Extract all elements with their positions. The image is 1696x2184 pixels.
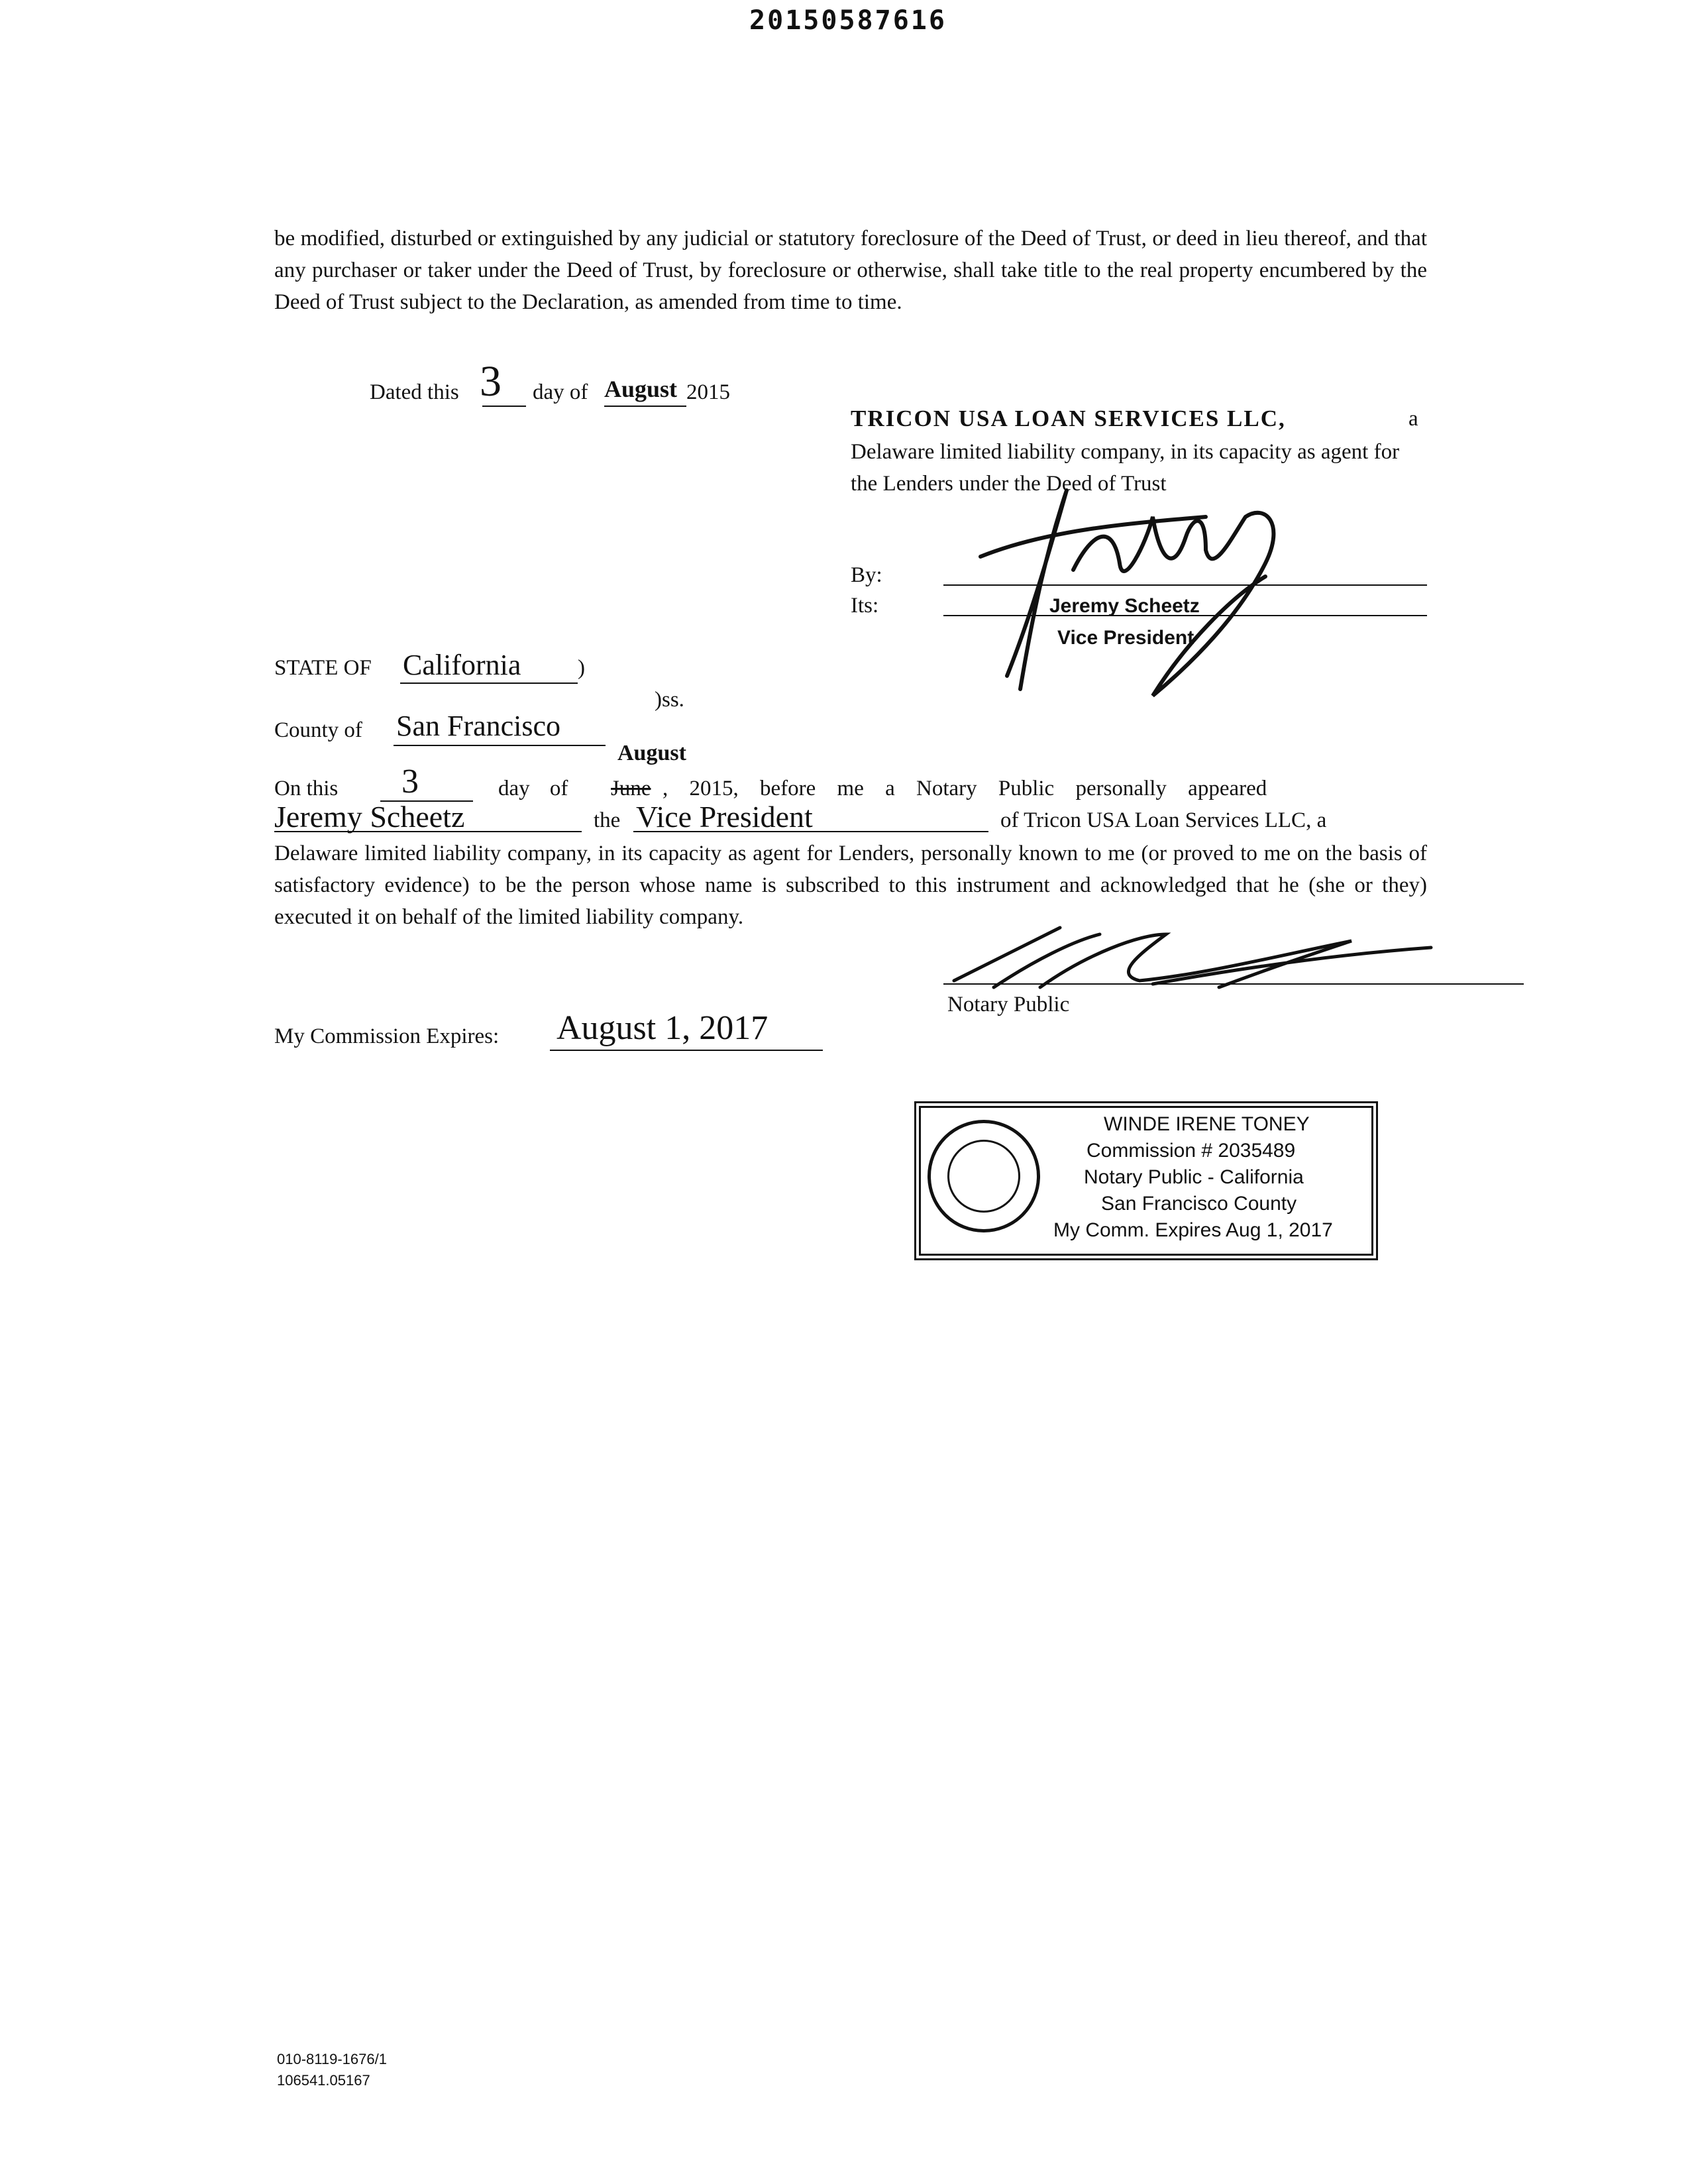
signatory-company: TRICON USA LOAN SERVICES LLC, bbox=[851, 406, 1286, 431]
dated-month-line bbox=[604, 406, 686, 407]
dated-prefix: Dated this bbox=[370, 380, 459, 404]
county-label: County of bbox=[274, 718, 362, 742]
county-value: San Francisco bbox=[396, 710, 561, 742]
footer-ref-2: 106541.05167 bbox=[277, 2072, 370, 2089]
notary-label: Notary Public bbox=[947, 993, 1070, 1016]
signer-name-stamp: Jeremy Scheetz bbox=[1049, 595, 1200, 617]
ack-year-text: , 2015, before me a Notary Public personally appeared bbox=[662, 777, 1267, 800]
state-seal-inner bbox=[947, 1140, 1020, 1213]
commission-label: My Commission Expires: bbox=[274, 1024, 500, 1048]
signer-signature bbox=[954, 477, 1312, 702]
document-number: 20150587616 bbox=[749, 5, 947, 36]
ack-day: 3 bbox=[401, 763, 419, 800]
stamp-expires: My Comm. Expires Aug 1, 2017 bbox=[1053, 1219, 1333, 1241]
state-close: ) bbox=[578, 656, 585, 680]
state-label: STATE OF bbox=[274, 656, 372, 680]
stamp-state: Notary Public - California bbox=[1084, 1166, 1304, 1188]
its-label: Its: bbox=[851, 594, 879, 618]
ack-person-name: Jeremy Scheetz bbox=[274, 800, 465, 834]
state-line bbox=[400, 682, 578, 684]
notary-signature bbox=[941, 914, 1444, 994]
ss-marker: )ss. bbox=[655, 688, 684, 712]
ack-person-title: Vice President bbox=[636, 800, 813, 834]
signer-title-stamp: Vice President bbox=[1057, 627, 1194, 649]
dated-mid: day of bbox=[533, 380, 588, 404]
by-label: By: bbox=[851, 563, 882, 587]
ack-title-line bbox=[633, 831, 988, 832]
footer-refs bbox=[277, 2049, 387, 2091]
ack-of-company: of Tricon USA Loan Services LLC, a bbox=[1000, 808, 1327, 832]
ack-struck-month: June bbox=[611, 777, 651, 800]
ack-day-of: day of bbox=[498, 777, 568, 800]
notary-signature-line bbox=[943, 983, 1524, 985]
ack-the: the bbox=[594, 808, 621, 832]
dated-month: August bbox=[604, 376, 678, 402]
ack-month: August bbox=[617, 741, 686, 765]
county-line bbox=[394, 745, 606, 746]
signatory-company-suffix: a bbox=[1408, 407, 1418, 431]
ack-on-this: On this bbox=[274, 777, 339, 800]
signatory-description: Delaware limited liability company, in its capacity as agent for the Lenders under the Deed of Trust bbox=[851, 440, 1400, 496]
stamp-name: WINDE IRENE TONEY bbox=[1104, 1113, 1310, 1135]
footer-ref-1: 010-8119-1676/1 bbox=[277, 2051, 387, 2067]
ack-paragraph: Delaware limited liability company, in its capacity as agent for Lenders, personally known to me (or proved to me on the basis of satisfactory evidence) to be the person whose name is subscribed to this instrument and acknowledged that he (she or they) executed it on behalf of the limited liability company. bbox=[274, 842, 1427, 929]
body-paragraph: be modified, disturbed or extinguished by any judicial or statutory foreclosure of the Deed of Trust, or deed in lieu thereof, and that any purchaser or taker under the Deed of Trust, by foreclosure or otherwise, shall take title to the real property encumbered by the Deed of Trust subject to the Declaration, as amended from time to time. bbox=[274, 227, 1427, 314]
stamp-county: San Francisco County bbox=[1101, 1193, 1297, 1215]
ack-name-line bbox=[274, 831, 582, 832]
stamp-commission: Commission # 2035489 bbox=[1086, 1140, 1296, 1162]
state-value: California bbox=[403, 649, 521, 681]
commission-value: August 1, 2017 bbox=[556, 1009, 768, 1047]
dated-day: 3 bbox=[480, 357, 502, 406]
dated-year: 2015 bbox=[686, 380, 730, 404]
commission-line bbox=[550, 1050, 823, 1051]
